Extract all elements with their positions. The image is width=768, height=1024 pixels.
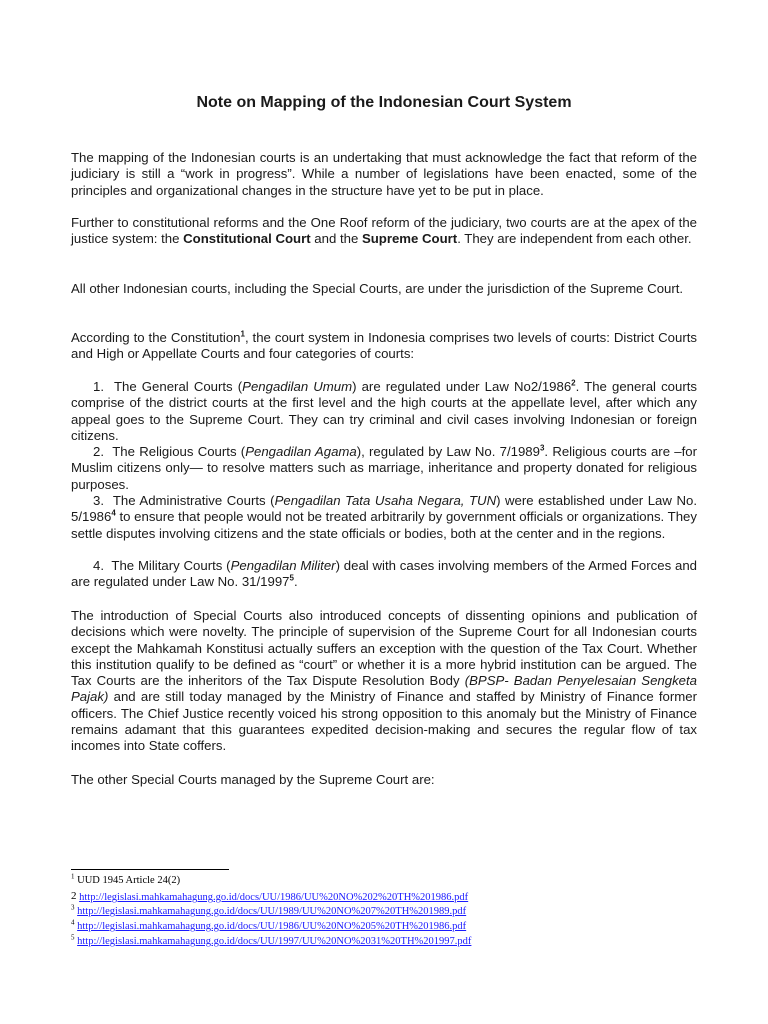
text-run: The Military Courts ( (111, 558, 231, 573)
text-run: The Administrative Courts ( (112, 493, 275, 508)
footnote-ref[interactable]: 5 (289, 573, 294, 583)
list-number: 3. (93, 493, 104, 508)
footnote-number: 1 (71, 872, 75, 881)
footnote-ref[interactable]: 1 (240, 329, 245, 339)
text-run: and the (310, 231, 362, 247)
text-run: ), regulated by Law No. 7/1989 (356, 444, 540, 459)
list-item-religious-courts (71, 444, 697, 493)
text-run: According to the Constitution (71, 330, 241, 345)
footnote-ref[interactable]: 3 (539, 443, 545, 453)
list-item-administrative-courts (71, 493, 697, 542)
text-run: ) are regulated under Law No2/1986 (352, 379, 572, 394)
text-run: and are still today managed by the Ministry of Finance and staffed by Ministry of Finance former officers. The Chief Justice recently voiced his strong opposition to this anomaly but the Ministry of Finance remains adamant that this guarantees expedited decision-making and secures the regular flow of tax incomes into State coffers. (71, 689, 697, 754)
constitutional-court-term: Constitutional Court (183, 231, 311, 247)
jurisdiction-paragraph: All other Indonesian courts, including the Special Courts, are under the jurisdiction of the Supreme Court. (71, 281, 684, 296)
text-run: . (293, 574, 298, 590)
footnote-2 (71, 890, 468, 904)
text-run: Further to constitutional reforms and the One Roof reform of the judiciary, two courts are at the apex of the justice system: the (71, 215, 697, 247)
other-special-courts-paragraph: The other Special Courts managed by the Supreme Court are: (71, 772, 435, 787)
footnote-link[interactable]: http://legislasi.mahkamahagung.go.id/docs/UU/1986/UU%20NO%202%20TH%201986.pdf (79, 892, 469, 903)
list-number: 2. (93, 444, 104, 459)
text-run: The Religious Courts ( (112, 444, 246, 459)
text-run: The General Courts ( (113, 379, 243, 394)
apex-courts-paragraph (71, 215, 697, 248)
page-title: Note on Mapping of the Indonesian Court System (196, 94, 572, 111)
footnote-number: 5 (71, 933, 75, 942)
footnote-5 (71, 935, 471, 948)
footnote-3 (71, 905, 466, 918)
italic-term: Pengadilan Militer (230, 558, 336, 573)
footnote-link[interactable]: http://legislasi.mahkamahagung.go.id/docs/UU/1986/UU%20NO%205%20TH%201986.pdf (77, 921, 467, 932)
list-item-general-courts (71, 379, 697, 444)
text-run: The introduction of Special Courts also introduced concepts of dissenting opinions and publication of decisions which were novelty. The principle of supervision of the Supreme Court for all Indonesian courts except the Mahkamah Konstitusi actually suffers an exception with the question of the Tax Court. Whether this institution qualify to be defined as “court” or whether it is a more hybrid institution can be argued. The Tax Courts are the inheritors of the Tax Dispute Resolution Body (71, 608, 697, 689)
list-item-military-courts (71, 558, 697, 591)
footnote-4 (71, 920, 466, 933)
text-run: . Religious courts are –for Muslim citizens only— to resolve matters such as marriage, inheritance and property donated for religious purposes. (71, 444, 697, 492)
footnote-number: 4 (71, 918, 75, 927)
text-run: . They are independent from each other. (457, 231, 692, 247)
text-run: ) deal with cases involving members of the Armed Forces and are regulated under Law No. 31/1997 (71, 558, 697, 590)
footnote-ref[interactable]: 2 (571, 378, 576, 388)
footnote-number: 2 (71, 890, 77, 902)
footnote-separator (71, 869, 229, 870)
footnote-link[interactable]: http://legislasi.mahkamahagung.go.id/docs/UU/1997/UU%20NO%2031%20TH%201997.pdf (77, 936, 472, 947)
text-run: , the court system in Indonesia comprises two levels of courts: District Courts and High or Appellate Courts and four categories of courts: (71, 330, 697, 362)
list-number: 4. (93, 558, 104, 573)
text-run: . The general courts comprise of the district courts at the first level and the high courts at the appellate level, after which any appeal goes to the Supreme Court. They can try criminal and civil cases involving Indonesian or foreign citizens. (71, 379, 697, 443)
supreme-court-term: Supreme Court (361, 231, 458, 247)
italic-term: Pengadilan Tata Usaha Negara, TUN (274, 493, 497, 508)
footnote-number: 3 (71, 903, 75, 912)
constitution-paragraph (71, 330, 697, 363)
footnote-ref[interactable]: 4 (111, 508, 116, 518)
italic-term: (BPSP- Badan Penyelesaian Sengketa Pajak) (71, 673, 698, 705)
text-run: to ensure that people would not be treated arbitrarily by government officials or organizations. They settle disputes involving citizens and the state officials or bodies, both at the center and in the regions. (71, 509, 697, 541)
intro-paragraph: The mapping of the Indonesian courts is an undertaking that must acknowledge the fact that reform of the judiciary is still a “work in progress”. While a number of legislations have been enacted, some of the principles and organizational changes in the structure have yet to be put in place. (71, 150, 697, 198)
text-run: ) were established under Law No. 5/1986 (71, 493, 697, 525)
footnote-1 (71, 874, 180, 887)
italic-term: Pengadilan Agama (245, 444, 357, 459)
italic-term: Pengadilan Umum (242, 379, 353, 394)
footnote-link[interactable]: http://legislasi.mahkamahagung.go.id/docs/UU/1989/UU%20NO%207%20TH%201989.pdf (77, 906, 467, 917)
footnote-text: UUD 1945 Article 24(2) (77, 875, 181, 886)
list-number: 1. (93, 379, 104, 394)
special-courts-paragraph (71, 608, 697, 755)
